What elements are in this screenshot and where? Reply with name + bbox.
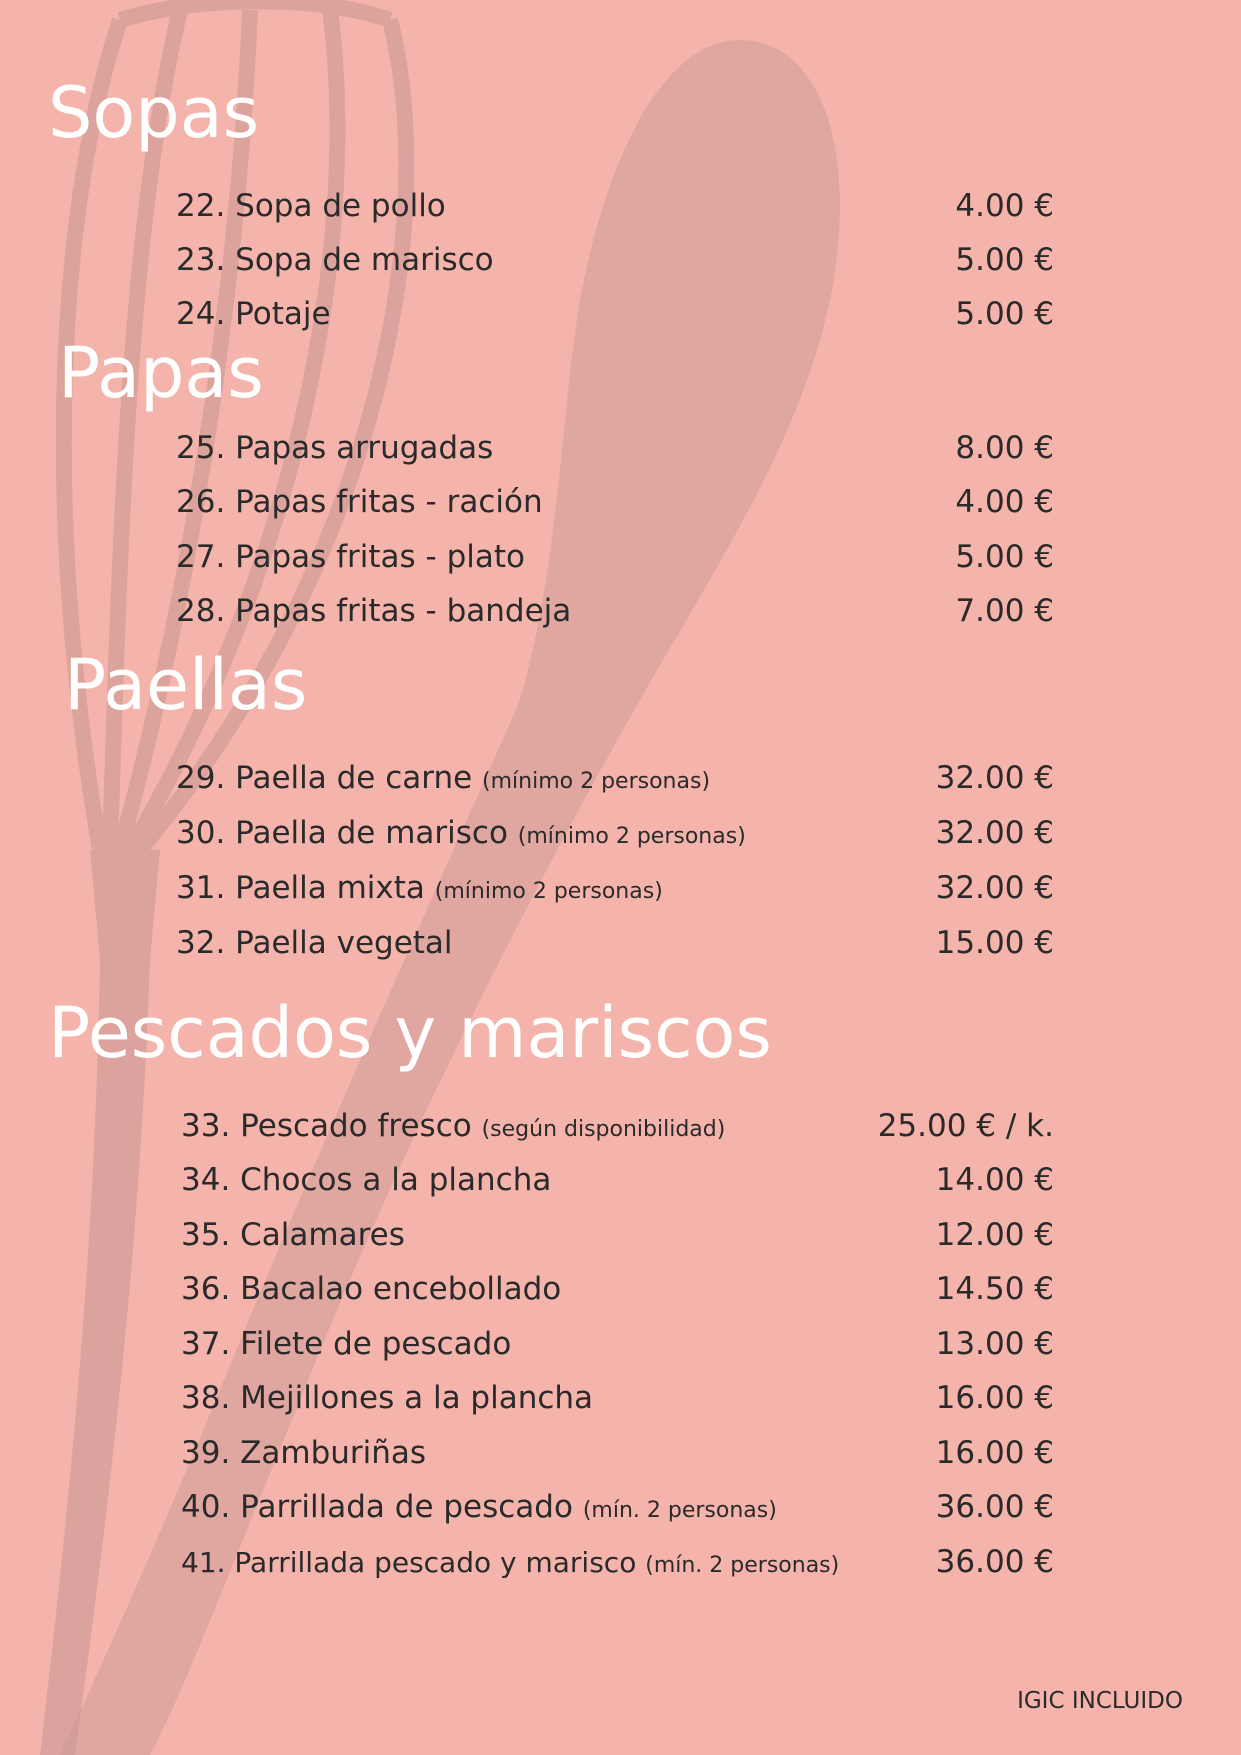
- item-price: 15.00 €: [935, 925, 1054, 961]
- item-price: 5.00 €: [955, 296, 1054, 332]
- item-name-text: 29. Paella de carne: [176, 760, 473, 796]
- menu-item: [176, 240, 1054, 280]
- menu-item: [181, 1106, 1054, 1150]
- item-name: 27. Papas fritas - plato: [176, 539, 526, 575]
- item-price: 4.00 €: [955, 484, 1054, 520]
- item-price: 36.00 €: [935, 1489, 1054, 1525]
- item-price: 14.50 €: [935, 1271, 1054, 1307]
- menu-item: [176, 758, 1054, 802]
- item-name-text: 30. Paella de marisco: [176, 815, 508, 851]
- item-note: (mínimo 2 personas): [517, 824, 746, 849]
- item-name: 39. Zamburiñas: [181, 1435, 427, 1471]
- item-price: 32.00 €: [935, 870, 1054, 906]
- menu-item: [176, 294, 1054, 334]
- item-name-text: 33. Pescado fresco: [181, 1108, 472, 1144]
- menu-item: [181, 1487, 1054, 1531]
- item-price: 8.00 €: [955, 430, 1054, 466]
- item-name: 34. Chocos a la plancha: [181, 1162, 552, 1198]
- menu-item: [176, 923, 1054, 963]
- item-name: 28. Papas fritas - bandeja: [176, 593, 572, 629]
- item-price: 32.00 €: [935, 815, 1054, 851]
- menu-item: [181, 1542, 1054, 1586]
- item-price: 14.00 €: [935, 1162, 1054, 1198]
- item-name-text: 31. Paella mixta: [176, 870, 425, 906]
- item-name: [181, 1487, 777, 1531]
- item-price: 32.00 €: [935, 760, 1054, 796]
- section-title-pescados-y-mariscos: Pescados y mariscos: [48, 992, 772, 1074]
- menu-item: [181, 1378, 1054, 1418]
- menu-item: [176, 428, 1054, 468]
- item-price: 4.00 €: [955, 188, 1054, 224]
- item-name: [176, 868, 663, 912]
- section-title-paellas: Paellas: [64, 644, 308, 726]
- menu-item: [176, 186, 1054, 226]
- item-name: 26. Papas fritas - ración: [176, 484, 543, 520]
- tax-note: IGIC INCLUIDO: [1017, 1688, 1183, 1714]
- item-price: 16.00 €: [935, 1380, 1054, 1416]
- item-price: 13.00 €: [935, 1326, 1054, 1362]
- item-note: (mín. 2 personas): [582, 1498, 777, 1523]
- menu-item: [176, 482, 1054, 522]
- item-name: [176, 758, 710, 802]
- menu-item: [181, 1215, 1054, 1255]
- menu-item: [176, 537, 1054, 577]
- item-name: 32. Paella vegetal: [176, 925, 453, 961]
- item-name: 23. Sopa de marisco: [176, 242, 494, 278]
- menu-item: [176, 591, 1054, 631]
- menu-item: [181, 1160, 1054, 1200]
- item-name: 24. Potaje: [176, 296, 331, 332]
- item-price: 12.00 €: [935, 1217, 1054, 1253]
- item-price: 25.00 € / k.: [877, 1108, 1054, 1144]
- item-name-text: 40. Parrillada de pescado: [181, 1489, 573, 1525]
- section-title-papas: Papas: [58, 332, 264, 414]
- item-name: 25. Papas arrugadas: [176, 430, 494, 466]
- section-title-sopas: Sopas: [48, 72, 260, 154]
- item-price: 36.00 €: [935, 1544, 1054, 1580]
- item-name: 35. Calamares: [181, 1217, 405, 1253]
- menu-item: [176, 813, 1054, 857]
- item-note: (mínimo 2 personas): [434, 879, 663, 904]
- item-name: 37. Filete de pescado: [181, 1326, 512, 1362]
- item-name: [181, 1106, 725, 1150]
- item-name-text: 41. Parrillada pescado y marisco: [181, 1546, 637, 1579]
- item-name: [176, 813, 746, 857]
- item-note: (mínimo 2 personas): [482, 769, 711, 794]
- menu-item: [181, 1324, 1054, 1364]
- menu-item: [181, 1269, 1054, 1309]
- item-price: 5.00 €: [955, 242, 1054, 278]
- item-note: (mín. 2 personas): [645, 1553, 840, 1578]
- item-name: 22. Sopa de pollo: [176, 188, 446, 224]
- item-note: (según disponibilidad): [481, 1117, 726, 1142]
- item-price: 16.00 €: [935, 1435, 1054, 1471]
- item-name: 36. Bacalao encebollado: [181, 1271, 562, 1307]
- item-name: 38. Mejillones a la plancha: [181, 1380, 594, 1416]
- menu-item: [176, 868, 1054, 912]
- item-price: 5.00 €: [955, 539, 1054, 575]
- item-price: 7.00 €: [955, 593, 1054, 629]
- item-name: [181, 1543, 839, 1586]
- menu-item: [181, 1433, 1054, 1473]
